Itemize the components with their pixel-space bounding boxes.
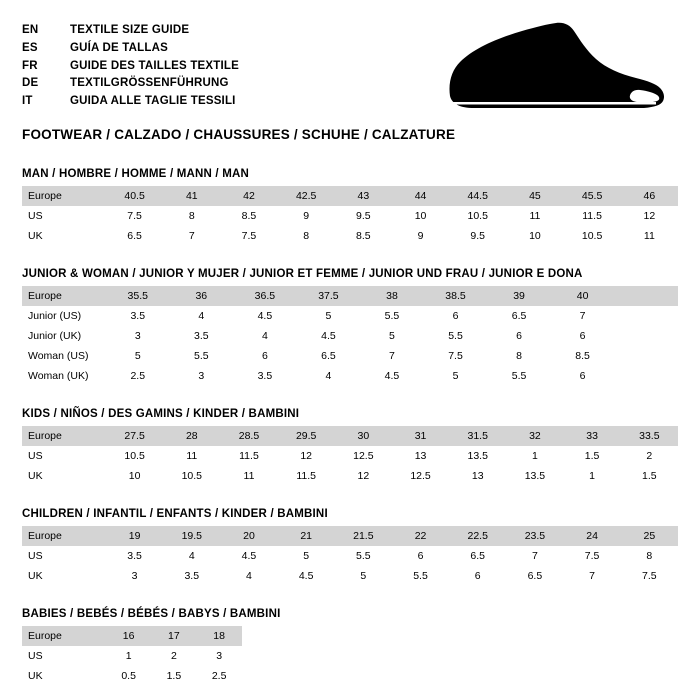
table-cell: 12: [621, 206, 678, 226]
table-cell: 8: [278, 226, 335, 246]
table-cell: 12.5: [335, 446, 392, 466]
table-cell: 11.5: [220, 446, 277, 466]
table-cell: 6: [392, 546, 449, 566]
table-cell: 5.5: [487, 366, 551, 386]
section-man: [22, 168, 678, 246]
row-label: Europe: [22, 286, 106, 306]
table-cell: 23.5: [506, 526, 563, 546]
table-cell: 19: [106, 526, 163, 546]
table-cell: 1: [506, 446, 563, 466]
section-children: [22, 508, 678, 586]
table-row: [22, 206, 678, 226]
category-line: FOOTWEAR / CALZADO / CHAUSSURES / SCHUHE / CALZATURE: [22, 127, 456, 142]
table-row: [22, 446, 678, 466]
dress-shoe-icon: [439, 18, 674, 113]
table-cell: 13: [449, 466, 506, 486]
table-row: [22, 286, 678, 306]
table-cell: 3.5: [233, 366, 297, 386]
table-row: [22, 346, 678, 366]
table-cell: 8.5: [220, 206, 277, 226]
table-cell: 1.5: [564, 446, 621, 466]
table-cell: 8.5: [551, 346, 615, 366]
table-cell: 19.5: [163, 526, 220, 546]
table-cell: 9: [278, 206, 335, 226]
table-cell: 35.5: [106, 286, 170, 306]
table-cell: 4.5: [220, 546, 277, 566]
table-cell: 3.5: [106, 546, 163, 566]
table-cell: 43: [335, 186, 392, 206]
table-cell: 12: [335, 466, 392, 486]
language-code: FR: [22, 59, 38, 72]
table-cell: 6: [424, 306, 488, 326]
table-cell: 5.5: [170, 346, 234, 366]
table-cell: 0.5: [106, 666, 151, 686]
row-label: Junior (UK): [22, 326, 106, 346]
language-row: [22, 22, 239, 40]
table-cell: 33: [564, 426, 621, 446]
table-cell: 4.5: [233, 306, 297, 326]
table-row: [22, 566, 678, 586]
language-code: DE: [22, 77, 39, 90]
table-cell: 8.5: [335, 226, 392, 246]
section-title: JUNIOR & WOMAN / JUNIOR Y MUJER / JUNIOR ET FEMME / JUNIOR UND FRAU / JUNIOR E DONA: [22, 268, 583, 280]
table-cell: 8: [621, 546, 678, 566]
table-row: [22, 186, 678, 206]
table-cell: 28: [163, 426, 220, 446]
table-cell: 10.5: [163, 466, 220, 486]
section-babies: [22, 608, 678, 686]
table-cell: 6: [449, 566, 506, 586]
table-row: [22, 626, 242, 646]
table-cell: 7: [506, 546, 563, 566]
table-cell: 5.5: [424, 326, 488, 346]
table-cell: 12.5: [392, 466, 449, 486]
table-cell: 11.5: [564, 206, 621, 226]
table-cell: 18: [197, 626, 242, 646]
table-cell: 3.5: [163, 566, 220, 586]
language-code: IT: [22, 95, 33, 108]
table-cell: [614, 326, 678, 346]
table-cell: 2: [621, 446, 678, 466]
table-cell: 39: [487, 286, 551, 306]
table-cell: 33.5: [621, 426, 678, 446]
row-label: Europe: [22, 186, 106, 206]
table-cell: 2.5: [106, 366, 170, 386]
size-table-junior-woman: [22, 286, 678, 386]
table-cell: 6: [233, 346, 297, 366]
table-cell: 5.5: [360, 306, 424, 326]
table-cell: 45.5: [564, 186, 621, 206]
table-cell: 13: [392, 446, 449, 466]
table-cell: 1: [106, 646, 151, 666]
table-cell: 3.5: [170, 326, 234, 346]
table-cell: 40.5: [106, 186, 163, 206]
table-cell: 1.5: [621, 466, 678, 486]
table-cell: 3: [106, 326, 170, 346]
table-cell: 6: [551, 366, 615, 386]
table-cell: 4: [233, 326, 297, 346]
language-title-list: [22, 22, 239, 111]
section-title: MAN / HOMBRE / HOMME / MANN / MAN: [22, 168, 250, 180]
table-cell: 9.5: [449, 226, 506, 246]
table-cell: 7.5: [424, 346, 488, 366]
table-row: [22, 466, 678, 486]
table-row: [22, 666, 242, 686]
row-label: UK: [22, 666, 106, 686]
table-cell: 44.5: [449, 186, 506, 206]
row-label: Junior (US): [22, 306, 106, 326]
table-cell: 13.5: [506, 466, 563, 486]
row-label: UK: [22, 466, 106, 486]
section-kids: [22, 408, 678, 486]
table-cell: 38: [360, 286, 424, 306]
table-cell: 6.5: [449, 546, 506, 566]
table-row: [22, 366, 678, 386]
table-cell: 13.5: [449, 446, 506, 466]
table-cell: 4.5: [360, 366, 424, 386]
size-table-babies: [22, 626, 242, 686]
table-cell: 21.5: [335, 526, 392, 546]
table-cell: 5.5: [335, 546, 392, 566]
table-cell: 5: [106, 346, 170, 366]
table-cell: 5: [360, 326, 424, 346]
table-row: [22, 226, 678, 246]
table-cell: 5.5: [392, 566, 449, 586]
table-cell: 29.5: [278, 426, 335, 446]
table-cell: 10.5: [106, 446, 163, 466]
table-cell: 24: [564, 526, 621, 546]
table-cell: 46: [621, 186, 678, 206]
table-cell: 10.5: [449, 206, 506, 226]
table-cell: 11: [220, 466, 277, 486]
table-cell: 6.5: [106, 226, 163, 246]
language-title: TEXTILE SIZE GUIDE: [70, 24, 190, 36]
table-cell: 1.5: [151, 666, 196, 686]
table-cell: 45: [506, 186, 563, 206]
table-cell: 3.5: [106, 306, 170, 326]
table-row: [22, 326, 678, 346]
header: [22, 18, 678, 113]
row-label: Europe: [22, 626, 106, 646]
row-label: US: [22, 206, 106, 226]
table-cell: 27.5: [106, 426, 163, 446]
table-cell: 40: [551, 286, 615, 306]
table-cell: 36: [170, 286, 234, 306]
table-cell: 7: [163, 226, 220, 246]
language-code: ES: [22, 41, 38, 54]
table-cell: 30: [335, 426, 392, 446]
table-cell: 21: [278, 526, 335, 546]
table-cell: 4.5: [297, 326, 361, 346]
table-cell: 7.5: [564, 546, 621, 566]
row-label: Woman (UK): [22, 366, 106, 386]
table-cell: 42.5: [278, 186, 335, 206]
table-cell: 31.5: [449, 426, 506, 446]
table-cell: 6.5: [506, 566, 563, 586]
language-row: [22, 40, 239, 58]
row-label: US: [22, 546, 106, 566]
table-cell: 10: [106, 466, 163, 486]
row-label: Europe: [22, 526, 106, 546]
table-cell: 37.5: [297, 286, 361, 306]
table-cell: 5: [335, 566, 392, 586]
language-row: [22, 75, 239, 93]
table-cell: 7.5: [220, 226, 277, 246]
table-cell: 32: [506, 426, 563, 446]
language-title: GUIDA ALLE TAGLIE TESSILI: [70, 95, 236, 108]
language-title: GUIDE DES TAILLES TEXTILE: [70, 59, 239, 72]
table-cell: 42: [220, 186, 277, 206]
size-table-children: [22, 526, 678, 586]
table-cell: 3: [197, 646, 242, 666]
table-cell: 5: [278, 546, 335, 566]
table-cell: [614, 286, 678, 306]
table-cell: 7: [564, 566, 621, 586]
table-cell: 5: [424, 366, 488, 386]
row-label: US: [22, 446, 106, 466]
row-label: Europe: [22, 426, 106, 446]
section-title: BABIES / BEBÉS / BÉBÉS / BABYS / BAMBINI: [22, 608, 281, 620]
row-label: US: [22, 646, 106, 666]
table-cell: 1: [564, 466, 621, 486]
language-row: [22, 58, 239, 76]
table-cell: 7.5: [106, 206, 163, 226]
table-cell: 9.5: [335, 206, 392, 226]
table-cell: 7.5: [621, 566, 678, 586]
table-cell: 20: [220, 526, 277, 546]
table-cell: 16: [106, 626, 151, 646]
table-cell: 17: [151, 626, 196, 646]
table-cell: 44: [392, 186, 449, 206]
table-cell: 38.5: [424, 286, 488, 306]
language-row: [22, 93, 239, 111]
table-cell: 8: [487, 346, 551, 366]
section-junior-woman: [22, 268, 678, 386]
language-code: EN: [22, 24, 39, 36]
table-cell: 11: [163, 446, 220, 466]
table-row: [22, 546, 678, 566]
table-row: [22, 306, 678, 326]
row-label: Woman (US): [22, 346, 106, 366]
table-cell: 4.5: [278, 566, 335, 586]
table-cell: 11: [506, 206, 563, 226]
table-cell: 8: [163, 206, 220, 226]
table-cell: 28.5: [220, 426, 277, 446]
table-cell: [614, 366, 678, 386]
size-table-man: [22, 186, 678, 246]
table-cell: 5: [297, 306, 361, 326]
table-cell: 10: [506, 226, 563, 246]
table-cell: 25: [621, 526, 678, 546]
table-cell: 9: [392, 226, 449, 246]
table-row: [22, 526, 678, 546]
language-title: TEXTILGRÖSSENFÜHRUNG: [70, 77, 229, 90]
table-cell: 11: [621, 226, 678, 246]
table-cell: 11.5: [278, 466, 335, 486]
table-cell: 2.5: [197, 666, 242, 686]
table-cell: 22.5: [449, 526, 506, 546]
table-cell: [614, 306, 678, 326]
section-title: KIDS / NIÑOS / DES GAMINS / KINDER / BAMBINI: [22, 408, 300, 420]
row-label: UK: [22, 226, 106, 246]
table-cell: [614, 346, 678, 366]
table-cell: 12: [278, 446, 335, 466]
table-cell: 6.5: [487, 306, 551, 326]
table-cell: 36.5: [233, 286, 297, 306]
table-cell: 10: [392, 206, 449, 226]
row-label: UK: [22, 566, 106, 586]
table-cell: 3: [170, 366, 234, 386]
table-cell: 4: [220, 566, 277, 586]
table-cell: 7: [551, 306, 615, 326]
table-cell: 31: [392, 426, 449, 446]
table-cell: 10.5: [564, 226, 621, 246]
table-cell: 6.5: [297, 346, 361, 366]
size-table-kids: [22, 426, 678, 486]
table-cell: 6: [487, 326, 551, 346]
table-cell: 7: [360, 346, 424, 366]
table-cell: 3: [106, 566, 163, 586]
table-cell: 2: [151, 646, 196, 666]
table-cell: 4: [163, 546, 220, 566]
table-row: [22, 426, 678, 446]
table-cell: 4: [170, 306, 234, 326]
language-title: GUÍA DE TALLAS: [70, 41, 168, 54]
table-cell: 22: [392, 526, 449, 546]
section-title: CHILDREN / INFANTIL / ENFANTS / KINDER / BAMBINI: [22, 508, 328, 520]
table-row: [22, 646, 242, 666]
table-cell: 6: [551, 326, 615, 346]
table-cell: 4: [297, 366, 361, 386]
table-cell: 41: [163, 186, 220, 206]
